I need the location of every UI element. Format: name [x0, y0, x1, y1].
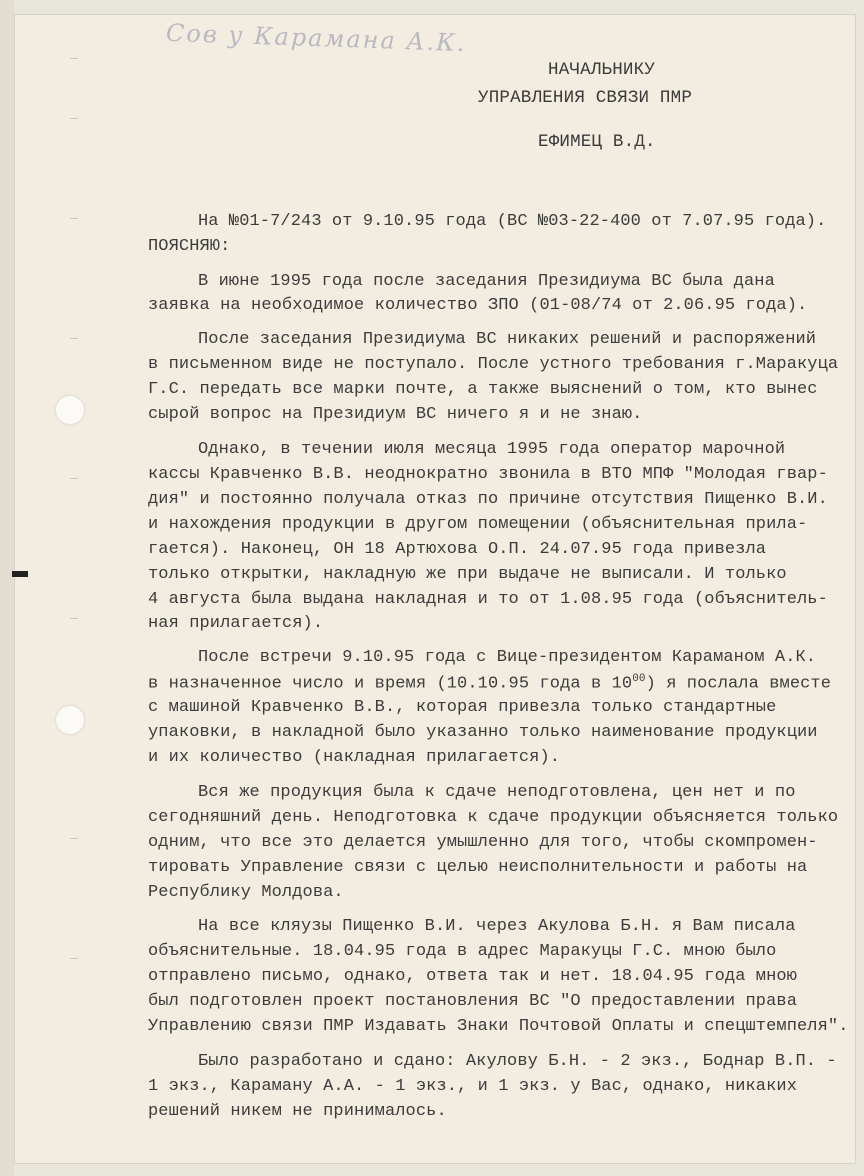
body-line: сырой вопрос на Президиум ВС ничего я и не знаю.: [148, 405, 643, 424]
body-line: 1 экз., Караману А.А. - 1 экз., и 1 экз. у Вас, однако, никаких: [148, 1077, 798, 1096]
margin-tick: [70, 478, 78, 479]
addressee-org: УПРАВЛЕНИЯ СВЯЗИ ПМР: [478, 88, 693, 108]
body-line: Г.С. передать все марки почте, а также выяснений о том, кто вынес: [148, 380, 818, 399]
body-line: На все кляузы Пищенко В.И. через Акулова Б.Н. я Вам писала: [198, 917, 796, 936]
margin-tick: [70, 338, 78, 339]
body-line: с машиной Кравченко В.В., которая привезла только стандартные: [148, 698, 777, 717]
body-line: гается). Наконец, ОН 18 Артюхова О.П. 24.07.95 года привезла: [148, 540, 767, 559]
margin-tick: [70, 118, 78, 119]
body-line: После встречи 9.10.95 года с Вице-президентом Караманом А.К.: [198, 648, 817, 667]
body-line: только открытки, накладную же при выдаче не выписали. И только: [148, 565, 787, 584]
body-line: одним, что все это делается умышленно для того, чтобы скомпромен-: [148, 833, 818, 852]
margin-tick: [70, 218, 78, 219]
body-line: и нахождения продукции в другом помещении (объяснительная прила-: [148, 515, 808, 534]
margin-tick: [70, 838, 78, 839]
body-text: в назначенное число и время (10.10.95 года в 10: [148, 674, 633, 694]
body-line: После заседания Президиума ВС никаких решений и распоряжений: [198, 330, 817, 349]
body-line: ная прилагается).: [148, 614, 324, 633]
body-line: Вся же продукция была к сдаче неподготовлена, цен нет и по: [198, 783, 796, 802]
body-line: в письменном виде не поступало. После устного требования г.Маракуца: [148, 355, 839, 374]
body-line: упаковки, в накладной было указанно только наименование продукции: [148, 723, 818, 742]
body-line: решений никем не принималось.: [148, 1102, 447, 1121]
body-line: объяснительные. 18.04.95 года в адрес Маракуцы Г.С. мною было: [148, 942, 777, 961]
explain-heading: ПОЯСНЯЮ:: [148, 237, 231, 256]
body-line: кассы Кравченко В.В. неоднократно звонила в ВТО МПФ "Молодая гвар-: [148, 465, 828, 484]
body-line: дия" и постоянно получала отказ по причине отсутствия Пищенко В.И.: [148, 490, 828, 509]
body-line: Было разработано и сдано: Акулову Б.Н. - 2 экз., Боднар В.П. -: [198, 1052, 837, 1071]
body-line: и их количество (накладная прилагается).: [148, 748, 561, 767]
addressee-title: НАЧАЛЬНИКУ: [548, 60, 656, 80]
body-line: тировать Управление связи с целью неисполнительности и работы на: [148, 858, 808, 877]
page-edge: [0, 0, 14, 1176]
body-line: Однако, в течении июля месяца 1995 года оператор марочной: [198, 440, 786, 459]
body-line: отправлено письмо, однако, ответа так и нет. 18.04.95 года мною: [148, 967, 798, 986]
body-line: 4 августа была выдана накладная и то от 1.08.95 года (объяснитель-: [148, 590, 828, 609]
body-text: ) я послала вместе: [645, 674, 832, 694]
body-line: В июне 1995 года после заседания Президиума ВС была дана: [198, 272, 775, 291]
body-line: Управлению связи ПМР Издавать Знаки Почтовой Оплаты и спецштемпеля".: [148, 1017, 849, 1036]
margin-mark: [12, 571, 28, 577]
punch-hole: [56, 396, 84, 424]
body-line: Республику Молдова.: [148, 883, 344, 902]
punch-hole: [56, 706, 84, 734]
time-superscript: 00: [632, 673, 646, 685]
margin-tick: [70, 618, 78, 619]
handwritten-note: Сов у Карамана А.К.: [165, 18, 467, 58]
addressee-name: ЕФИМЕЦ В.Д.: [538, 132, 656, 152]
body-line: заявка на необходимое количество ЗПО (01-08/74 от 2.06.95 года).: [148, 296, 808, 315]
reference-line: На №01-7/243 от 9.10.95 года (ВС №03-22-400 от 7.07.95 года).: [198, 212, 827, 231]
body-line: [148, 673, 831, 694]
body-line: был подготовлен проект постановления ВС "О предоставлении права: [148, 992, 798, 1011]
body-line: сегодняшний день. Неподготовка к сдаче продукции объясняется только: [148, 808, 839, 827]
margin-tick: [70, 958, 78, 959]
margin-tick: [70, 58, 78, 59]
